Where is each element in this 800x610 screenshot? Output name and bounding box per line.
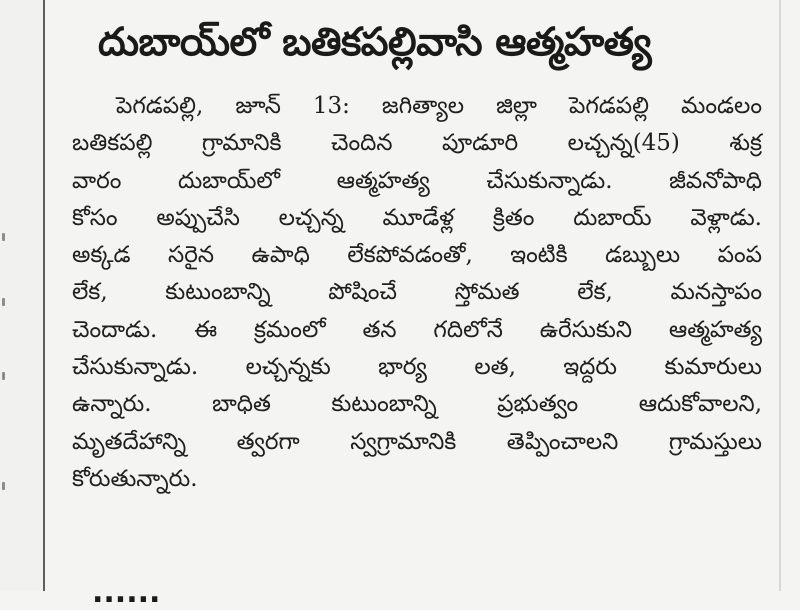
article-body: [72, 88, 762, 498]
margin-speck: [2, 298, 5, 306]
article-body-line: ఉన్నారు. బాధిత కుటుంబాన్ని ప్రభుత్వం ఆదుకోవాలని,: [72, 391, 762, 418]
article-headline: దుబాయ్‌లో బతికపల్లివాసి ఆత్మహత్య: [98, 20, 652, 65]
article-body-line: కోరుతున్నారు.: [72, 465, 198, 492]
article-body-line: లేక, కుటుంబాన్ని పోషించే స్తోమత లేక, మనస్తాపం: [72, 279, 762, 306]
article-body-line: వారం దుబాయ్‌లో ఆత్మహత్య చేసుకున్నాడు. జీవనోపాధి: [72, 167, 762, 194]
margin-speck: [2, 233, 5, 241]
adjacent-column-margin: [0, 0, 43, 591]
article-body-line: చెందాడు. ఈ క్రమంలో తన గదిలోనే ఉరేసుకుని ఆత్మహత్య: [72, 316, 762, 343]
margin-speck: [2, 482, 5, 490]
article-body-line: అక్కడ సరైన ఉపాధి లేకపోవడంతో, ఇంటికి డబ్బులు పంప: [72, 242, 762, 269]
article-body-line: కోసం అప్పుచేసి లచ్చన్న మూడేళ్ల క్రితం దుబాయ్ వెళ్లాడు.: [72, 204, 762, 231]
article-body-line: మృతదేహాన్ని త్వరగా స్వగ్రామానికి తెప్పించాలని గ్రామస్తులు: [72, 428, 762, 455]
column-divider: [43, 0, 45, 591]
news-article: [72, 14, 762, 498]
article-body-line: చేసుకున్నాడు. లచ్చన్నకు భార్య లత, ఇద్దరు కుమారులు: [72, 354, 762, 381]
right-column-divider: [779, 0, 781, 591]
article-body-line: బతికపల్లి గ్రామానికి చెందిన పూడూరి లచ్చన్న(45) శుక్ర: [72, 130, 762, 157]
article-body-line: పెగడపల్లి, జూన్ 13: జగిత్యాల జిల్లా పెగడపల్లి మండలం: [116, 93, 762, 119]
margin-speck: [2, 372, 5, 380]
next-article-heading-fragment: ......: [92, 575, 161, 610]
